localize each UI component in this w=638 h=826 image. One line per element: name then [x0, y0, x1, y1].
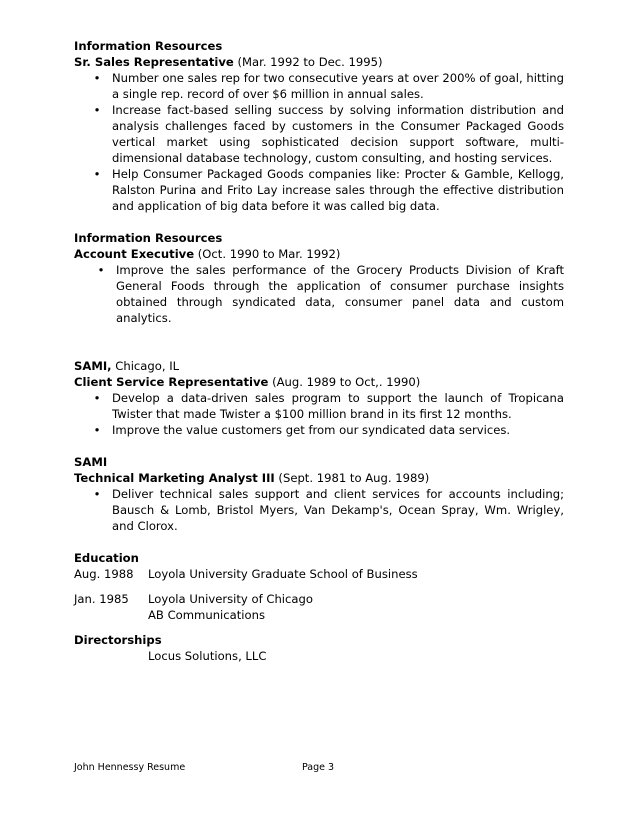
education-date: Jan. 1985 — [74, 592, 129, 606]
job-title: Sr. Sales Representative — [74, 55, 234, 69]
employer-name: Information Resources — [74, 231, 223, 245]
role-line — [74, 246, 564, 262]
bullet-list — [74, 390, 564, 438]
employer-name: SAMI, — [74, 359, 112, 373]
bullet-icon: • — [93, 391, 101, 405]
section-heading: Education — [74, 551, 139, 565]
bullet-text: Improve the value customers get from our syndicated data services. — [112, 423, 511, 437]
bullet-text: Increase fact-based selling success by solving information distribution and analysis challenges faced by customers in the Consumer Packaged Goods vertical market using sophisticated decision support software, multi-dimensional database technology, custom consulting, and hosting services. — [112, 103, 564, 165]
job-dates: (Aug. 1989 to Oct,. 1990) — [268, 375, 421, 389]
education-line: Loyola University of Chicago — [148, 592, 313, 606]
directorships-section — [74, 632, 564, 664]
role-line — [74, 374, 564, 390]
education-entry — [74, 591, 564, 623]
bullet-icon: • — [93, 71, 101, 85]
job-title: Client Service Representative — [74, 375, 269, 389]
list-item — [74, 102, 564, 166]
employer-name: SAMI — [74, 455, 108, 469]
bullet-text: Deliver technical sales support and client services for accounts including; Bausch & Lomb, Bristol Myers, Van Dekamp's, Ocean Spray, Wm. Wrigley, and Clorox. — [112, 487, 564, 533]
bullet-icon: • — [93, 423, 101, 437]
education-entry — [74, 566, 564, 582]
job-section — [74, 38, 564, 214]
role-line — [74, 470, 564, 486]
job-section — [74, 230, 564, 326]
list-item — [74, 166, 564, 214]
directorship-item: Locus Solutions, LLC — [148, 649, 267, 663]
resume-page — [74, 38, 564, 664]
page-footer — [74, 762, 374, 774]
education-line: AB Communications — [148, 608, 265, 622]
bullet-icon: • — [93, 487, 101, 501]
list-item — [74, 486, 564, 534]
employer-name: Information Resources — [74, 39, 223, 53]
education-detail — [148, 566, 418, 582]
education-section — [74, 550, 564, 623]
role-line — [74, 54, 564, 70]
job-dates: (Sept. 1981 to Aug. 1989) — [274, 471, 430, 485]
job-title: Account Executive — [74, 247, 195, 261]
bullet-icon: • — [93, 103, 101, 117]
bullet-list — [74, 486, 564, 534]
education-detail — [148, 591, 313, 623]
job-section — [74, 358, 564, 438]
list-item — [74, 262, 564, 326]
education-date: Aug. 1988 — [74, 567, 134, 581]
bullet-text: Help Consumer Packaged Goods companies like: Procter & Gamble, Kellogg, Ralston Purina and Frito Lay increase sales through the effective distribution and application of big data before it was called big data. — [112, 167, 564, 213]
job-dates: (Mar. 1992 to Dec. 1995) — [233, 55, 383, 69]
list-item — [74, 70, 564, 102]
bullet-text: Number one sales rep for two consecutive years at over 200% of goal, hitting a single rep. record of over $6 million in annual sales. — [112, 71, 564, 101]
bullet-icon: • — [93, 167, 101, 181]
job-dates: (Oct. 1990 to Mar. 1992) — [194, 247, 341, 261]
bullet-text: Develop a data-driven sales program to support the launch of Tropicana Twister that made Twister a $100 million brand in its first 12 months. — [112, 391, 564, 421]
bullet-text: Improve the sales performance of the Grocery Products Division of Kraft General Foods through the application of consumer purchase insights obtained through syndicated data, consumer panel data and custom analytics. — [116, 263, 564, 325]
bullet-icon: • — [97, 263, 105, 277]
employer-line — [74, 358, 564, 374]
list-item — [74, 422, 564, 438]
employer-location: Chicago, IL — [111, 359, 180, 373]
job-title: Technical Marketing Analyst III — [74, 471, 275, 485]
section-heading: Directorships — [74, 633, 162, 647]
bullet-list — [74, 70, 564, 214]
job-section — [74, 454, 564, 534]
bullet-list — [74, 262, 564, 326]
list-item — [74, 390, 564, 422]
page-number: Page 3 — [302, 762, 335, 773]
education-line: Loyola University Graduate School of Business — [148, 567, 418, 581]
footer-name: John Hennessy Resume — [74, 762, 186, 773]
